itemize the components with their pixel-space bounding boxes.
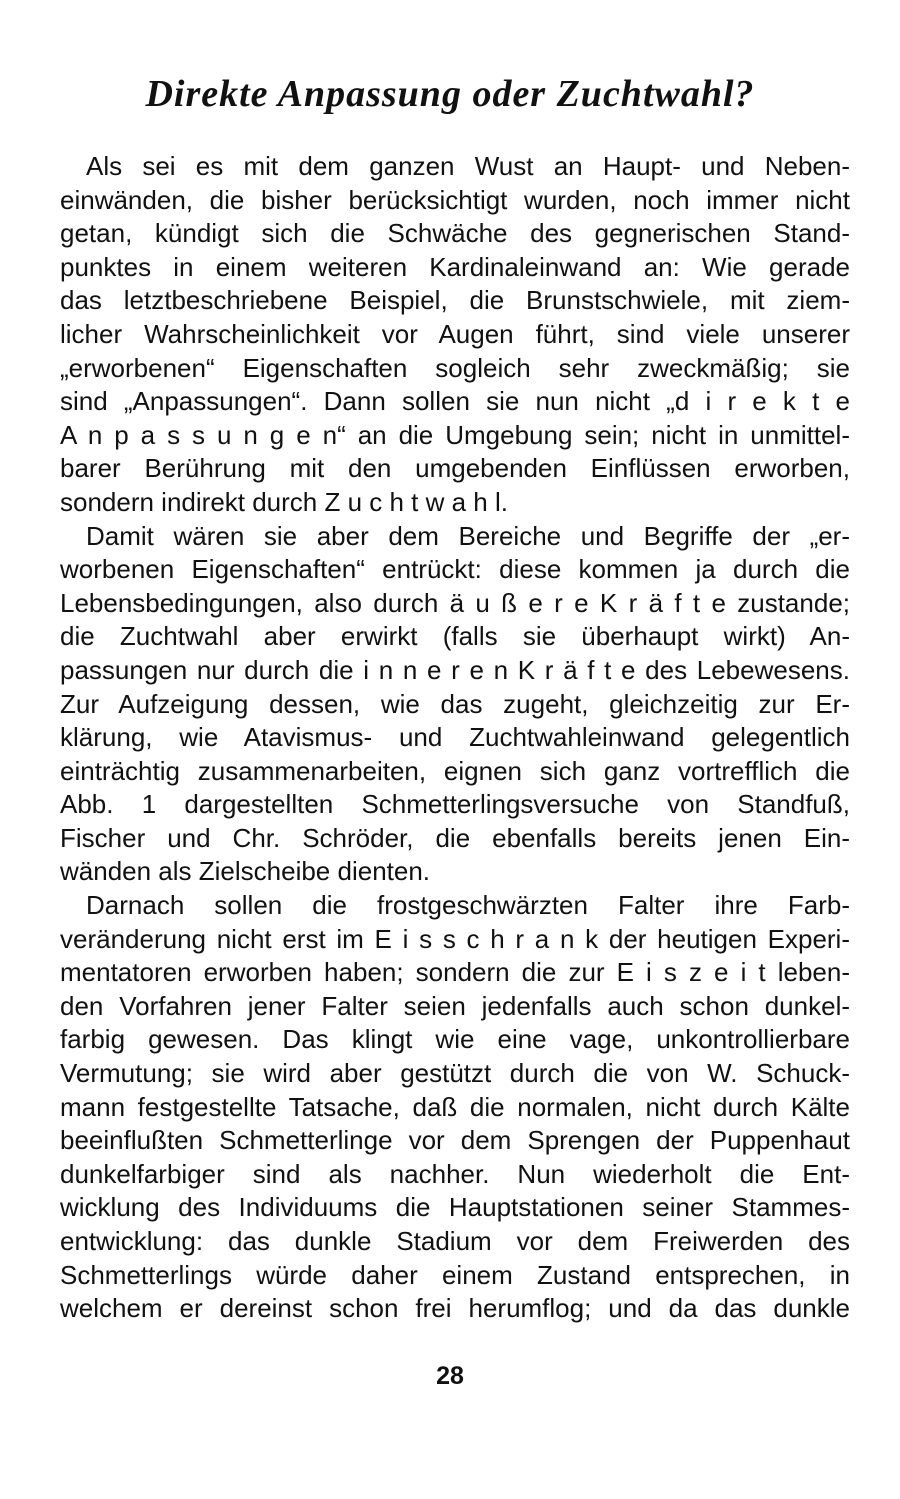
text-line: worbenen Eigenschaften“ entrückt: diese kommen ja durch die bbox=[60, 554, 850, 585]
text-line: dunkelfarbiger sind als nachher. Nun wiederholt die Ent- bbox=[60, 1158, 850, 1189]
text-line: barer Berührung mit den umgebenden Einflüssen erworben, bbox=[60, 453, 850, 484]
text-line: beeinflußten Schmetterlinge vor dem Sprengen der Puppenhaut bbox=[60, 1125, 850, 1156]
text-line: mentatoren erworben haben; sondern die zur E i s z e i t leben- bbox=[60, 957, 850, 988]
text-line: A n p a s s u n g e n“ an die Umgebung sein; nicht in unmittel- bbox=[60, 419, 850, 450]
text-line: Vermutung; sie wird aber gestützt durch die von W. Schuck- bbox=[60, 1058, 850, 1089]
text-line: farbig gewesen. Das klingt wie eine vage, unkontrollierbare bbox=[60, 1024, 850, 1055]
text-line: veränderung nicht erst im E i s s c h r a n k der heutigen Experi- bbox=[60, 923, 850, 954]
text-line: Damit wären sie aber dem Bereiche und Begriffe der „er- bbox=[86, 520, 850, 551]
text-line: welchem er dereinst schon frei herumflog; und da das dunkle bbox=[60, 1293, 850, 1324]
text-line: Schmetterlings würde daher einem Zustand entsprechen, in bbox=[60, 1259, 850, 1290]
text-line: getan, kündigt sich die Schwäche des gegnerischen Stand- bbox=[60, 218, 850, 249]
text-line: Lebensbedingungen, also durch ä u ß e r e K r ä f t e zustande; bbox=[60, 587, 850, 618]
text-line: punktes in einem weiteren Kardinaleinwand an: Wie gerade bbox=[60, 251, 850, 282]
text-line: Zur Aufzeigung dessen, wie das zugeht, gleichzeitig zur Er- bbox=[60, 688, 850, 719]
text-line: Abb. 1 dargestellten Schmetterlingsversuche von Standfuß, bbox=[60, 789, 850, 820]
text-line: einwänden, die bisher berücksichtigt wurden, noch immer nicht bbox=[60, 184, 850, 215]
paragraph bbox=[60, 520, 850, 890]
text-line: mann festgestellte Tatsache, daß die normalen, nicht durch Kälte bbox=[60, 1091, 850, 1122]
text-line: licher Wahrscheinlichkeit vor Augen führt, sind viele unserer bbox=[60, 318, 850, 349]
paragraph bbox=[60, 150, 850, 520]
text-line: wänden als Zielscheibe dienten. bbox=[60, 856, 431, 887]
text-line: „erworbenen“ Eigenschaften sogleich sehr zweckmäßig; sie bbox=[60, 352, 850, 383]
text-line: den Vorfahren jener Falter seien jedenfalls auch schon dunkel- bbox=[60, 990, 850, 1021]
text-line: einträchtig zusammenarbeiten, eignen sich ganz vortrefflich die bbox=[60, 755, 850, 786]
chapter-heading: Direkte Anpassung oder Zuchtwahl? bbox=[145, 73, 755, 115]
text-line: die Zuchtwahl aber erwirkt (falls sie überhaupt wirkt) An- bbox=[60, 621, 850, 652]
text-line: Fischer und Chr. Schröder, die ebenfalls bereits jenen Ein- bbox=[60, 822, 850, 853]
text-line: passungen nur durch die i n n e r e n K r ä f t e des Lebewesens. bbox=[60, 654, 850, 685]
text-line: Als sei es mit dem ganzen Wust an Haupt- und Neben- bbox=[86, 151, 850, 181]
paragraph bbox=[60, 889, 850, 1326]
text-line: klärung, wie Atavismus- und Zuchtwahleinwand gelegentlich bbox=[60, 722, 850, 753]
text-line: sind „Anpassungen“. Dann sollen sie nun nicht „d i r e k t e bbox=[60, 386, 850, 417]
text-line: entwicklung: das dunkle Stadium vor dem Freiwerden des bbox=[60, 1226, 850, 1256]
page-number: 28 bbox=[436, 1362, 464, 1390]
text-line: wicklung des Individuums die Hauptstationen seiner Stammes- bbox=[60, 1192, 850, 1223]
body-text bbox=[60, 150, 850, 1326]
text-line: das letztbeschriebene Beispiel, die Brunstschwiele, mit ziem- bbox=[60, 285, 850, 316]
text-line: sondern indirekt durch Z u c h t w a h l. bbox=[60, 486, 508, 517]
text-line: Darnach sollen die frostgeschwärzten Falter ihre Farb- bbox=[86, 890, 850, 921]
